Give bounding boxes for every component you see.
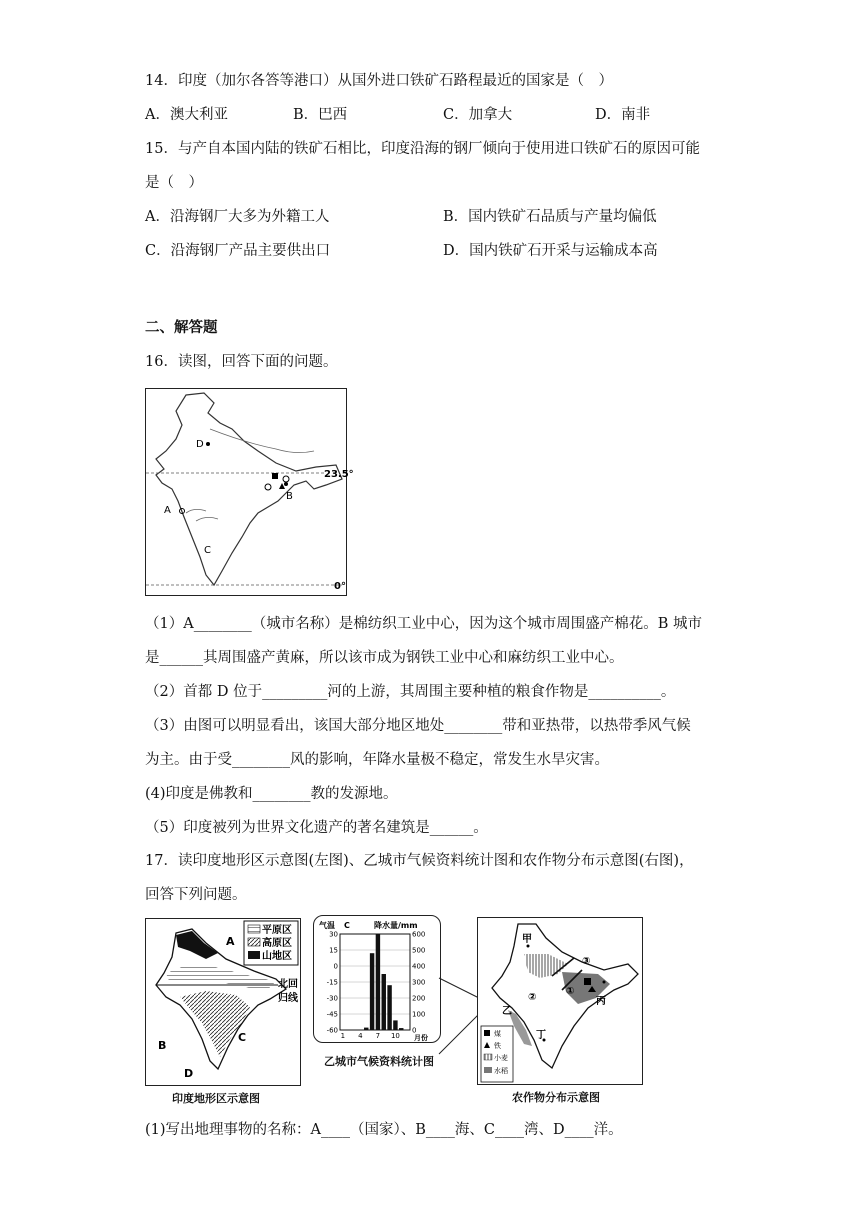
precip-bar — [370, 953, 374, 1030]
temp-axis-title: 气温 — [319, 921, 335, 930]
precip-bar — [387, 985, 391, 1030]
terrain-map-caption: 印度地形区示意图 — [172, 1092, 260, 1105]
terrain-letter-c: C — [238, 1031, 247, 1044]
crop-label-circle-3: ③ — [582, 956, 591, 967]
precip-axis-title: 降水量/mm — [374, 921, 418, 930]
q16-item-2: （2）首都 D 位于_________河的上游，其周围主要种植的粮食作物是__________。 — [145, 684, 676, 700]
crop-legend-wheat-swatch — [484, 1054, 492, 1060]
q15-stem-line2: 是（ ） — [145, 175, 203, 191]
crop-legend-coal-swatch — [484, 1030, 490, 1036]
crop-label-bing: 丙 — [596, 996, 606, 1007]
temp-tick-label: -30 — [326, 994, 338, 1003]
map-label-a: A — [164, 505, 171, 516]
month-tick-label: 7 — [375, 1032, 381, 1040]
section-title: 二、解答题 — [145, 319, 218, 336]
climate-chart-frame — [313, 915, 441, 1043]
crop-legend-iron-label: 铁 — [494, 1042, 501, 1050]
crop-label-jia: 甲 — [522, 934, 532, 945]
month-tick-label: 4 — [358, 1032, 363, 1040]
q14-option-d: D．南非 — [595, 107, 651, 123]
temp-tick-label: -15 — [326, 978, 338, 987]
india-city-map — [145, 388, 354, 596]
latitude-label-0: 0° — [334, 581, 346, 592]
q14-option-a: A．澳大利亚 — [145, 107, 228, 123]
q16-item-3-line2: 为主。由于受________风的影响，年降水量极不稳定，常发生水旱灾害。 — [145, 752, 609, 768]
crop-legend-rice-label: 水稻 — [494, 1067, 508, 1075]
climate-chart — [314, 916, 440, 1042]
q14-option-c: C．加拿大 — [443, 107, 513, 123]
crop-india-outline — [492, 924, 638, 1068]
crop-coal-symbol — [584, 978, 591, 985]
precip-bar — [382, 974, 386, 1030]
precip-tick-label: 500 — [412, 946, 426, 955]
crop-legend-coal-label: 煤 — [494, 1030, 501, 1038]
terrain-letter-d: D — [184, 1067, 194, 1080]
legend-plateau-label: 高原区 — [262, 938, 292, 949]
q17-item-1: (1)写出地理事物的名称：A____（国家）、B____海、C____湾、D____洋。 — [145, 1122, 623, 1138]
q16-item-5: （5）印度被列为世界文化遗产的著名建筑是______。 — [145, 820, 488, 836]
crop-legend-rice-swatch — [484, 1067, 492, 1073]
climate-chart-caption: 乙城市气候资料统计图 — [324, 1055, 434, 1068]
tropic-label-2: 归线 — [278, 993, 298, 1004]
q16-item-1-line2: 是______其周围盛产黄麻，所以该市成为钢铁工业中心和麻纺织工业中心。 — [145, 650, 624, 666]
india-outline — [156, 393, 342, 585]
crop-map — [477, 917, 643, 1085]
terrain-map-svg — [146, 919, 300, 1085]
precip-tick-label: 100 — [412, 1010, 426, 1019]
legend-plain-swatch — [248, 925, 260, 933]
q15-option-a: A．沿海钢厂大多为外籍工人 — [145, 209, 330, 225]
q16-item-1-line1: （1）A________（城市名称）是棉纺织工业中心，因为这个城市周围盛产棉花。B 城市 — [145, 616, 702, 632]
crop-map-caption: 农作物分布示意图 — [512, 1091, 600, 1104]
precip-tick-label: 300 — [412, 978, 426, 987]
q16-stem: 16．读图，回答下面的问题。 — [145, 354, 338, 370]
legend-mountain-label: 山地区 — [262, 951, 292, 962]
precip-tick-label: 0 — [412, 1026, 417, 1035]
month-tick-label: 1 — [340, 1032, 346, 1040]
tropic-label-1: 北回 — [278, 979, 298, 990]
legend-plain-label: 平原区 — [262, 925, 292, 936]
temp-tick-label: 0 — [333, 962, 338, 971]
map-label-c: C — [204, 545, 211, 556]
terrain-map — [145, 918, 301, 1086]
latitude-label-23-5: 23.5° — [324, 469, 354, 480]
q15-option-b: B．国内铁矿石品质与产量均偏低 — [443, 209, 657, 225]
temp-tick-label: 15 — [329, 946, 338, 955]
map-label-d: D — [196, 439, 204, 450]
q15-option-c: C．沿海钢厂产品主要供出口 — [145, 243, 331, 259]
legend-plateau-swatch — [248, 938, 260, 946]
india-outline-map — [146, 389, 354, 595]
q14-stem: 14．印度（加尔各答等港口）从国外进口铁矿石路程最近的国家是（ ） — [145, 73, 613, 89]
crop-label-circle-1: ① — [566, 986, 575, 997]
q14-option-b: B．巴西 — [293, 107, 348, 123]
crop-legend-wheat-label: 小麦 — [494, 1054, 508, 1062]
city-b-dot — [284, 482, 288, 486]
month-tick-label: 10 — [390, 1032, 400, 1040]
temp-tick-label: 30 — [329, 930, 338, 939]
month-axis-title: 月份 — [414, 1034, 428, 1042]
q17-stem-line2: 回答下列问题。 — [145, 887, 247, 903]
precip-tick-label: 200 — [412, 994, 426, 1003]
precip-tick-label: 600 — [412, 930, 426, 939]
q16-item-3-line1: （3）由图可以明显看出，该国大部分地区地处________带和亚热带，以热带季风气候 — [145, 718, 691, 734]
crop-label-ding: 丁 — [536, 1030, 546, 1041]
legend-mountain-swatch — [248, 951, 260, 959]
terrain-letter-b: B — [158, 1039, 167, 1052]
temp-tick-label: -60 — [326, 1026, 338, 1035]
terrain-letter-a: A — [226, 935, 235, 948]
crop-label-circle-2: ② — [528, 992, 537, 1003]
temp-tick-label: -45 — [326, 1010, 338, 1019]
precip-bar — [376, 934, 380, 1030]
crop-label-yi: 乙 — [502, 1006, 512, 1017]
map-label-b: B — [286, 491, 293, 502]
precip-bar — [393, 1020, 397, 1030]
city-bing-dot — [603, 981, 606, 984]
temp-unit: C — [344, 921, 350, 930]
q15-stem-line1: 15．与产自本国内陆的铁矿石相比，印度沿海的钢厂倾向于使用进口铁矿石的原因可能 — [145, 141, 700, 157]
q17-stem-line1: 17．读印度地形区示意图(左图)、乙城市气候资料统计图和农作物分布示意图(右图)， — [145, 853, 694, 869]
crop-map-svg — [478, 918, 642, 1084]
coal-symbol — [272, 473, 278, 479]
city-d-dot — [206, 442, 210, 446]
precip-tick-label: 400 — [412, 962, 426, 971]
q16-item-4: (4)印度是佛教和________教的发源地。 — [145, 786, 398, 802]
q15-option-d: D．国内铁矿石开采与运输成本高 — [443, 243, 658, 259]
